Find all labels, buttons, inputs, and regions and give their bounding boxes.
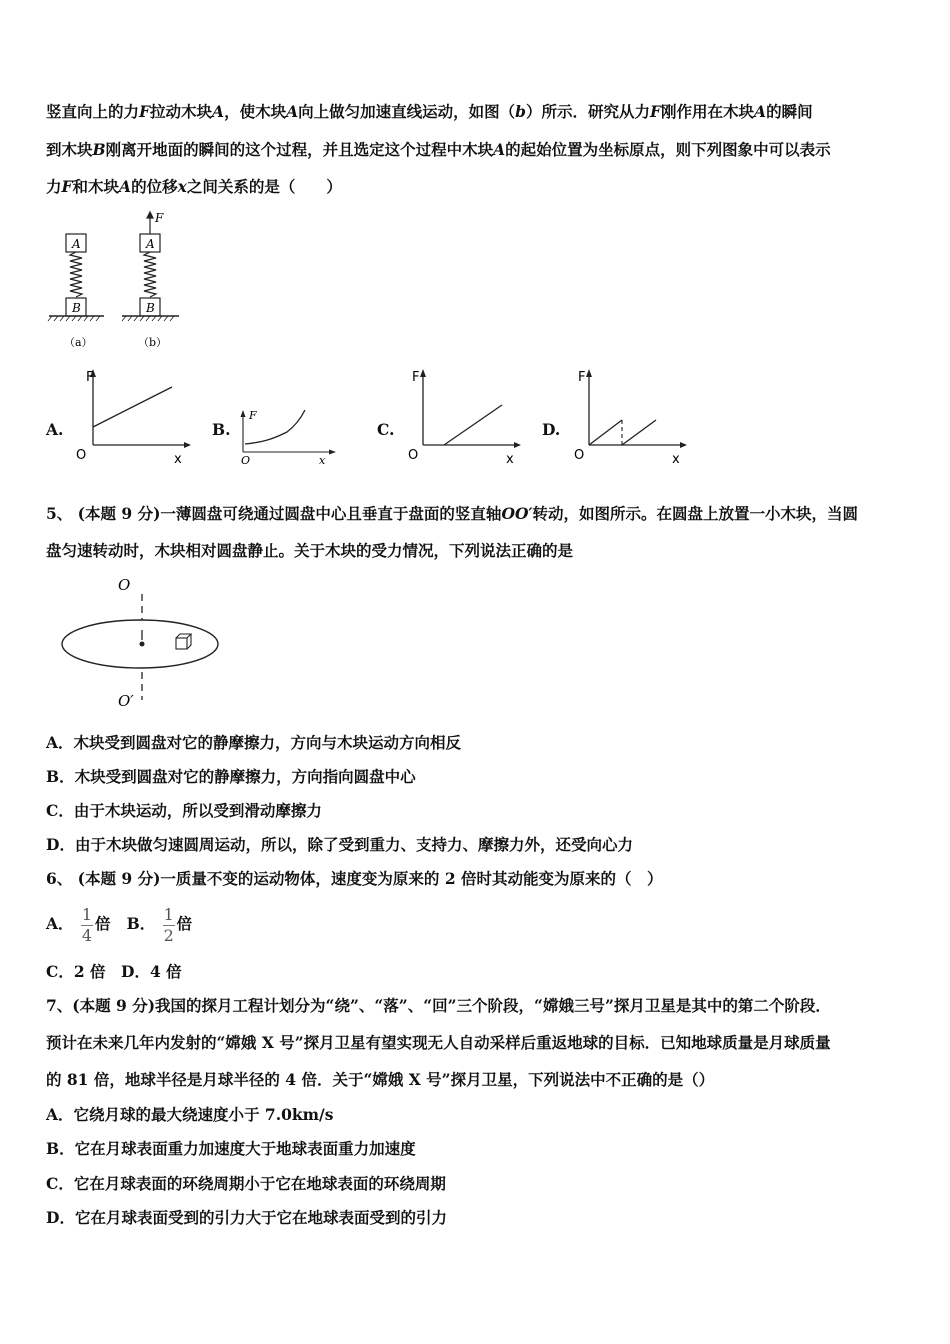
q5-option-c[interactable]: C．由于木块运动，所以受到滑动摩擦力	[46, 801, 322, 820]
graph-a-line	[93, 387, 172, 427]
graph-b	[233, 402, 343, 467]
block-a-label-b: A	[146, 237, 155, 251]
graph-a-x-label: x	[174, 452, 182, 467]
graph-d	[566, 365, 691, 470]
q5-stem-line-1: 5、 (本题 9 分)一薄圆盘可绕通过圆盘中心且垂直于盘面的竖直轴OO′转动，如图所示。在圆盘上放置一小木块，当圆	[46, 504, 859, 523]
q7-option-d[interactable]: D．它在月球表面受到的引力大于它在地球表面受到的引力	[46, 1208, 447, 1227]
graph-a-origin: O	[76, 448, 87, 463]
q6-option-a-label[interactable]: A．	[46, 914, 74, 933]
graph-c	[400, 365, 525, 470]
q7-option-c[interactable]: C．它在月球表面的环绕周期小于它在地球表面的环绕周期	[46, 1174, 446, 1193]
q4-stem-line-1: 竖直向上的力F拉动木块A，使木块A向上做匀加速直线运动，如图（b）所示．研究从力F刚作用在木块A的瞬间	[46, 102, 813, 121]
wooden-block-icon	[176, 634, 191, 649]
figure-a-caption: （a）	[64, 336, 93, 349]
graph-d-line-1	[589, 420, 622, 445]
graph-c-line	[444, 405, 502, 445]
q4-stem-line-3: 力F和木块A的位移x之间关系的是（ ）	[46, 177, 342, 196]
q5-option-a[interactable]: A．木块受到圆盘对它的静摩擦力，方向与木块运动方向相反	[46, 733, 462, 752]
q6-stem: 6、 (本题 9 分)一质量不变的运动物体，速度变为原来的 2 倍时其动能变为原来的（ ）	[46, 869, 663, 888]
option-a-label[interactable]: A.	[46, 420, 64, 439]
q7-stem-line-2: 预计在未来几年内发射的“嫦娥 X 号”探月卫星有望实现无人自动采样后重返地球的目标．已知地球质量是月球质量	[46, 1033, 831, 1052]
graph-c-x-label: x	[506, 452, 514, 467]
q6-options-ab: A． $\frac{1}{4}$ 倍 B． $\frac{1}{2}$ 倍	[46, 904, 193, 945]
option-d-label[interactable]: D.	[542, 420, 561, 439]
q6-option-b-label[interactable]: B．	[126, 914, 156, 933]
force-f-label: F	[155, 211, 164, 225]
block-b-label: B	[72, 301, 81, 315]
q7-stem-line-1: 7、(本题 9 分)我国的探月工程计划分为“绕”、“落”、“回”三个阶段，“嫦娥三号”探月卫星是其中的第二个阶段．	[46, 996, 831, 1015]
graph-a	[70, 365, 195, 470]
graph-a-y-label: F	[86, 370, 94, 385]
axis-top-label: O	[118, 576, 131, 594]
block-a-label: A	[72, 237, 81, 251]
graph-b-origin: O	[241, 454, 251, 467]
block-b-label-b: B	[146, 301, 155, 315]
graph-b-x-label: x	[319, 454, 326, 467]
graph-d-line-2	[622, 420, 656, 445]
axis-bottom-label: O′	[118, 692, 134, 710]
graph-d-x-label: x	[672, 452, 680, 467]
q5-option-d[interactable]: D．由于木块做匀速圆周运动，所以，除了受到重力、支持力、摩擦力外，还受向心力	[46, 835, 633, 854]
q5-stem-line-2: 盘匀速转动时，木块相对圆盘静止。关于木块的受力情况，下列说法正确的是	[46, 541, 574, 560]
graph-b-y-label: F	[249, 409, 257, 422]
graph-d-y-label: F	[578, 370, 586, 385]
graph-c-y-label: F	[412, 370, 420, 385]
graph-c-origin: O	[408, 448, 419, 463]
spring-block-figure	[44, 208, 194, 353]
rotating-disk-figure	[58, 572, 228, 712]
q6-option-b-fraction: $\frac{1}{2}$	[163, 904, 174, 945]
graph-d-origin: O	[574, 448, 585, 463]
q7-option-a[interactable]: A．它绕月球的最大绕速度小于 7.0km/s	[46, 1105, 334, 1124]
figure-b-caption: （b）	[138, 336, 168, 349]
q7-stem-line-3: 的 81 倍，地球半径是月球半径的 4 倍．关于“嫦娥 X 号”探月卫星，下列说法中不正确的是（）	[46, 1070, 715, 1089]
option-c-label[interactable]: C.	[377, 420, 395, 439]
q6-option-a-fraction: $\frac{1}{4}$	[81, 904, 93, 945]
q5-option-b[interactable]: B．木块受到圆盘对它的静摩擦力，方向指向圆盘中心	[46, 767, 416, 786]
option-b-label[interactable]: B.	[212, 420, 231, 439]
q6-options-cd[interactable]: C．2 倍 D．4 倍	[46, 962, 182, 981]
q7-option-b[interactable]: B．它在月球表面重力加速度大于地球表面重力加速度	[46, 1139, 416, 1158]
q4-stem-line-2: 到木块B刚离开地面的瞬间的这个过程，并且选定这个过程中木块A的起始位置为坐标原点，则下列图象中可以表示	[46, 140, 831, 159]
